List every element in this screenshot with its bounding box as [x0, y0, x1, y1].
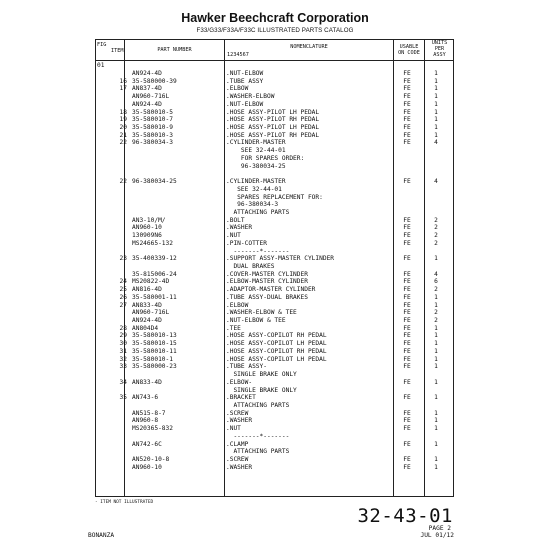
table-row — [95, 201, 454, 209]
part-number: 35-580010-5 — [132, 108, 173, 116]
usable-header-line2: ON CODE — [398, 50, 420, 56]
part-number: 35-580010-13 — [132, 332, 177, 340]
units-per-assy: 1 — [434, 440, 438, 448]
item-number: 29 — [119, 332, 127, 340]
part-number: AN742-6C — [132, 440, 162, 448]
table-row — [95, 170, 454, 178]
nomenclature: .HOSE ASSY-COPILOT RH PEDAL — [226, 332, 327, 340]
usable-on-code: FE — [403, 417, 411, 425]
usable-on-code: FE — [403, 224, 411, 232]
item-number: 22 — [119, 139, 127, 147]
table-row — [95, 248, 454, 256]
item-number: 22 — [119, 178, 127, 186]
units-per-assy: 1 — [434, 131, 438, 139]
table-row — [95, 456, 454, 464]
nomenclature: 96-380034-3 — [226, 201, 279, 209]
table-row — [95, 132, 454, 140]
nomenclature: .HOSE ASSY-COPILOT LH PEDAL — [226, 355, 327, 363]
units-per-assy: 1 — [434, 324, 438, 332]
nomenclature: .CYLINDER-MASTER — [226, 178, 286, 186]
item-number: 18 — [119, 108, 127, 116]
table-row — [95, 348, 454, 356]
part-number: AN924-4D — [132, 70, 162, 77]
table-row — [95, 209, 454, 217]
usable-on-code: FE — [403, 340, 411, 348]
usable-on-code: FE — [403, 139, 411, 147]
nomenclature: .WASHER — [226, 417, 253, 425]
item-number: 27 — [119, 301, 127, 309]
units-per-assy: 1 — [434, 70, 438, 77]
table-row — [95, 317, 454, 325]
units-per-assy: 2 — [434, 309, 438, 317]
company-title: Hawker Beechcraft Corporation — [181, 11, 369, 25]
table-row — [95, 425, 454, 433]
nomenclature: SINGLE BRAKE ONLY — [226, 371, 297, 379]
units-per-assy: 1 — [434, 293, 438, 301]
table-row — [95, 163, 454, 171]
nomenclature: ATTACHING PARTS — [226, 401, 290, 409]
part-number: 35-580000-39 — [132, 77, 177, 85]
part-number: AN960-716L — [132, 93, 170, 101]
nomenclature: .WASHER-ELBOW & TEE — [226, 309, 297, 317]
units-per-assy: 6 — [434, 278, 438, 286]
part-number: 130909N6 — [132, 232, 162, 240]
units-per-assy: 1 — [434, 255, 438, 263]
item-number: 16 — [119, 77, 127, 85]
usable-on-code: FE — [403, 317, 411, 325]
units-per-assy: 1 — [434, 355, 438, 363]
table-row — [95, 109, 454, 117]
table-row — [95, 356, 454, 364]
table-row — [95, 70, 454, 78]
nomenclature: .HOSE ASSY-COPILOT RH PEDAL — [226, 347, 327, 355]
table-row — [95, 464, 454, 472]
part-number: MS24665-132 — [132, 239, 173, 247]
part-number: 35-580010-3 — [132, 131, 173, 139]
page-label: PAGE 2 — [428, 525, 451, 532]
item-number: 35 — [119, 394, 127, 402]
table-row — [95, 124, 454, 132]
part-number: AN924-4D — [132, 100, 162, 108]
usable-on-code: FE — [403, 70, 411, 77]
table-row — [95, 371, 454, 379]
catalog-subtitle: F33/G33/F33A/F33C ILLUSTRATED PARTS CATALOG — [196, 27, 354, 34]
usable-on-code: FE — [403, 355, 411, 363]
usable-on-code: FE — [403, 378, 411, 386]
nomenclature: .HOSE ASSY-PILOT LH PEDAL — [226, 124, 320, 132]
units-per-assy: 4 — [434, 270, 438, 278]
item-number: 34 — [119, 378, 127, 386]
nomenclature: 96-380034-25 — [226, 162, 286, 170]
nomenclature: .NUT — [226, 232, 241, 240]
item-number: 17 — [119, 85, 127, 93]
usable-on-code: FE — [403, 108, 411, 116]
part-number: AN960-8 — [132, 417, 159, 425]
units-per-assy: 1 — [434, 100, 438, 108]
item-number: 24 — [119, 278, 127, 286]
part-number: 35-400339-12 — [132, 255, 177, 263]
table-row — [95, 387, 454, 395]
fig-header — [97, 42, 124, 54]
fig-header-line1: FIG — [97, 42, 107, 48]
part-number: 96-380034-3 — [132, 139, 173, 147]
item-number: 25 — [119, 286, 127, 294]
nomenclature: .ELBOW — [226, 301, 249, 309]
table-row — [95, 294, 454, 302]
part-number: AN837-4D — [132, 85, 162, 93]
nomenclature: SPARES REPLACEMENT FOR: — [226, 193, 323, 201]
usable-on-code: FE — [403, 278, 411, 286]
units-per-assy: 1 — [434, 378, 438, 386]
usable-on-code: FE — [403, 286, 411, 294]
units-per-assy: 4 — [434, 178, 438, 186]
figure-number: 01 — [97, 62, 105, 69]
nomenclature: .PIN-COTTER — [226, 239, 267, 247]
usable-on-code: FE — [403, 232, 411, 240]
table-row — [95, 255, 454, 263]
nomenclature: .HOSE ASSY-COPILOT LH PEDAL — [226, 340, 327, 348]
table-row — [95, 410, 454, 418]
part-number: AN520-10-8 — [132, 456, 170, 463]
usable-on-code: FE — [403, 116, 411, 124]
part-number: MS20365-832 — [132, 425, 173, 433]
part-number: 35-580001-11 — [132, 293, 177, 301]
nomenclature: .CYLINDER-MASTER — [226, 139, 286, 147]
nomenclature: .ELBOW — [226, 85, 249, 93]
nomenclature: .WASHER-ELBOW — [226, 93, 275, 101]
usable-on-code: FE — [403, 463, 411, 471]
table-row — [95, 271, 454, 279]
table-row — [95, 101, 454, 109]
usable-on-code: FE — [403, 363, 411, 371]
nomenclature: .NUT-ELBOW — [226, 100, 264, 108]
part-number: AN3-10/M/ — [132, 216, 166, 224]
units-per-assy: 2 — [434, 224, 438, 232]
units-header-line3: ASSY — [433, 52, 446, 58]
nomenclature: .ADAPTOR-MASTER CYLINDER — [226, 286, 316, 294]
nomenclature: .COVER-MASTER CYLINDER — [226, 270, 308, 278]
units-per-assy: 1 — [434, 116, 438, 124]
usable-on-code: FE — [403, 255, 411, 263]
table-row — [95, 278, 454, 286]
table-row — [95, 394, 454, 402]
table-row — [95, 116, 454, 124]
table-row — [95, 441, 454, 449]
usable-on-code: FE — [403, 131, 411, 139]
fig-header-line2: ITEM — [111, 48, 124, 54]
item-number: 33 — [119, 363, 127, 371]
table-row — [95, 178, 454, 186]
units-per-assy: 1 — [434, 409, 438, 417]
nomenclature: SEE 32-44-01 — [226, 185, 282, 193]
nomenclature: .SUPPORT ASSY-MASTER CYLINDER — [226, 255, 335, 263]
usable-on-code: FE — [403, 301, 411, 309]
units-per-assy: 2 — [434, 317, 438, 325]
part-number: AN833-4D — [132, 378, 162, 386]
table-row — [95, 302, 454, 310]
nomenclature: .WASHER — [226, 463, 253, 471]
usable-on-code: FE — [403, 124, 411, 132]
usable-on-code: FE — [403, 394, 411, 402]
usable-on-code: FE — [403, 178, 411, 186]
table-row — [95, 340, 454, 348]
item-number: 20 — [119, 124, 127, 132]
table-row — [95, 78, 454, 86]
usable-on-code: FE — [403, 77, 411, 85]
usable-on-code: FE — [403, 332, 411, 340]
usable-on-code: FE — [403, 409, 411, 417]
units-per-assy: 1 — [434, 124, 438, 132]
nomenclature: .TUBE ASSY — [226, 77, 264, 85]
units-header-line2: PER — [434, 46, 445, 52]
part-number: 35-580000-23 — [132, 363, 177, 371]
nomenclature: -------*------- — [226, 432, 290, 440]
part-number: AN960-10 — [132, 463, 162, 471]
units-per-assy: 1 — [434, 108, 438, 116]
table-row — [95, 232, 454, 240]
units-per-assy: 1 — [434, 347, 438, 355]
nomenclature: .HOSE ASSY-PILOT RH PEDAL — [226, 131, 320, 139]
nomenclature: FOR SPARES ORDER: — [226, 154, 305, 162]
table-row — [95, 325, 454, 333]
usable-on-code-header — [394, 44, 424, 56]
item-number: 30 — [119, 340, 127, 348]
table-row — [95, 217, 454, 225]
usable-on-code: FE — [403, 347, 411, 355]
usable-on-code: FE — [403, 440, 411, 448]
nomenclature: .ELBOW-MASTER CYLINDER — [226, 278, 308, 286]
nomenclature: .WASHER — [226, 224, 253, 232]
table-row — [95, 194, 454, 202]
table-row — [95, 448, 454, 456]
table-row — [95, 93, 454, 101]
part-number: 35-815006-24 — [132, 270, 177, 278]
part-number: AN833-4D — [132, 301, 162, 309]
part-number: 35-580010-11 — [132, 347, 177, 355]
part-number: 96-380034-25 — [132, 178, 177, 186]
part-number-header: PART NUMBER — [157, 47, 192, 53]
part-number: AN804D4 — [132, 324, 159, 332]
item-number: 21 — [119, 131, 127, 139]
part-number: AN743-6 — [132, 394, 159, 402]
nomenclature: .NUT-ELBOW & TEE — [226, 317, 286, 325]
table-row — [95, 286, 454, 294]
units-per-assy: 4 — [434, 139, 438, 147]
units-per-assy: 2 — [434, 216, 438, 224]
usable-on-code: FE — [403, 93, 411, 101]
units-header-line1: UNITS — [431, 40, 448, 46]
nomenclature: -------*------- — [226, 247, 290, 255]
table-row — [95, 433, 454, 441]
aircraft-model: BONANZA — [88, 532, 115, 539]
units-per-assy: 1 — [434, 394, 438, 402]
usable-on-code: FE — [403, 216, 411, 224]
nomenclature: ATTACHING PARTS — [226, 208, 290, 216]
usable-on-code: FE — [403, 100, 411, 108]
units-per-assy: 1 — [434, 363, 438, 371]
table-row — [95, 417, 454, 425]
table-row — [95, 240, 454, 248]
part-number: AN960-716L — [132, 309, 170, 317]
units-per-assy: 1 — [434, 301, 438, 309]
footnote: - ITEM NOT ILLUSTRATED — [95, 500, 154, 505]
nomenclature: .SCREW — [226, 409, 249, 417]
nomenclature: .HOSE ASSY-PILOT RH PEDAL — [226, 116, 320, 124]
units-per-assy-header — [425, 40, 454, 58]
table-row — [95, 224, 454, 232]
nomenclature: .CLAMP — [226, 440, 249, 448]
item-number: 32 — [119, 355, 127, 363]
part-number: AN816-4D — [132, 286, 162, 294]
nomenclature-header-line1: NOMENCLATURE — [290, 44, 328, 50]
units-per-assy: 1 — [434, 77, 438, 85]
nomenclature: SEE 32-44-01 — [226, 147, 286, 155]
table-row — [95, 147, 454, 155]
units-per-assy: 1 — [434, 85, 438, 93]
units-per-assy: 1 — [434, 425, 438, 433]
units-per-assy: 2 — [434, 232, 438, 240]
chapter-section-number: 32-43-01 — [357, 505, 453, 527]
nomenclature: .BRACKET — [226, 394, 256, 402]
units-per-assy: 1 — [434, 93, 438, 101]
usable-on-code: FE — [403, 456, 411, 463]
part-number: AN515-8-7 — [132, 409, 166, 417]
units-per-assy: 1 — [434, 340, 438, 348]
table-row — [95, 155, 454, 163]
nomenclature: .TEE — [226, 324, 241, 332]
nomenclature: .NUT-ELBOW — [226, 70, 264, 77]
nomenclature: SINGLE BRAKE ONLY — [226, 386, 297, 394]
item-number: 19 — [119, 116, 127, 124]
part-number: 35-580010-1 — [132, 355, 173, 363]
item-number: 28 — [119, 324, 127, 332]
table-row — [95, 139, 454, 147]
nomenclature: DUAL BRAKES — [226, 263, 275, 270]
part-number: 35-580010-9 — [132, 124, 173, 132]
table-row — [95, 332, 454, 340]
table-row — [95, 263, 454, 271]
table-row — [95, 186, 454, 194]
part-number: MS20822-4D — [132, 278, 170, 286]
units-per-assy: 2 — [434, 239, 438, 247]
nomenclature-header — [225, 44, 393, 58]
units-per-assy: 1 — [434, 417, 438, 425]
part-number: 35-580010-7 — [132, 116, 173, 124]
nomenclature: ATTACHING PARTS — [226, 448, 290, 456]
units-per-assy: 1 — [434, 463, 438, 471]
usable-on-code: FE — [403, 293, 411, 301]
usable-on-code: FE — [403, 309, 411, 317]
item-number: 23 — [119, 255, 127, 263]
units-per-assy: 1 — [434, 332, 438, 340]
table-row — [95, 402, 454, 410]
nomenclature: .TUBE ASSY-DUAL BRAKES — [226, 293, 308, 301]
units-per-assy: 1 — [434, 456, 438, 463]
usable-header-line1: USABLE — [399, 44, 419, 50]
nomenclature: .ELBOW- — [226, 378, 253, 386]
header-divider — [95, 60, 454, 61]
table-row — [95, 379, 454, 387]
part-number: AN924-4D — [132, 317, 162, 325]
nomenclature: .HOSE ASSY-PILOT LH PEDAL — [226, 108, 320, 116]
nomenclature: .TUBE ASSY- — [226, 363, 267, 371]
units-per-assy: 2 — [434, 286, 438, 294]
usable-on-code: FE — [403, 270, 411, 278]
usable-on-code: FE — [403, 324, 411, 332]
usable-on-code: FE — [403, 85, 411, 93]
table-row — [95, 309, 454, 317]
part-number: 35-580010-15 — [132, 340, 177, 348]
nomenclature: .BOLT — [226, 216, 245, 224]
table-row — [95, 85, 454, 93]
part-number: AN960-10 — [132, 224, 162, 232]
nomenclature-indent-scale: 1234567 — [227, 52, 249, 58]
revision-date: JUL 01/12 — [420, 532, 454, 539]
nomenclature: .NUT — [226, 425, 241, 433]
nomenclature: .SCREW — [226, 456, 249, 463]
item-number: 26 — [119, 293, 127, 301]
item-number: 31 — [119, 347, 127, 355]
usable-on-code: FE — [403, 425, 411, 433]
usable-on-code: FE — [403, 239, 411, 247]
table-row — [95, 363, 454, 371]
